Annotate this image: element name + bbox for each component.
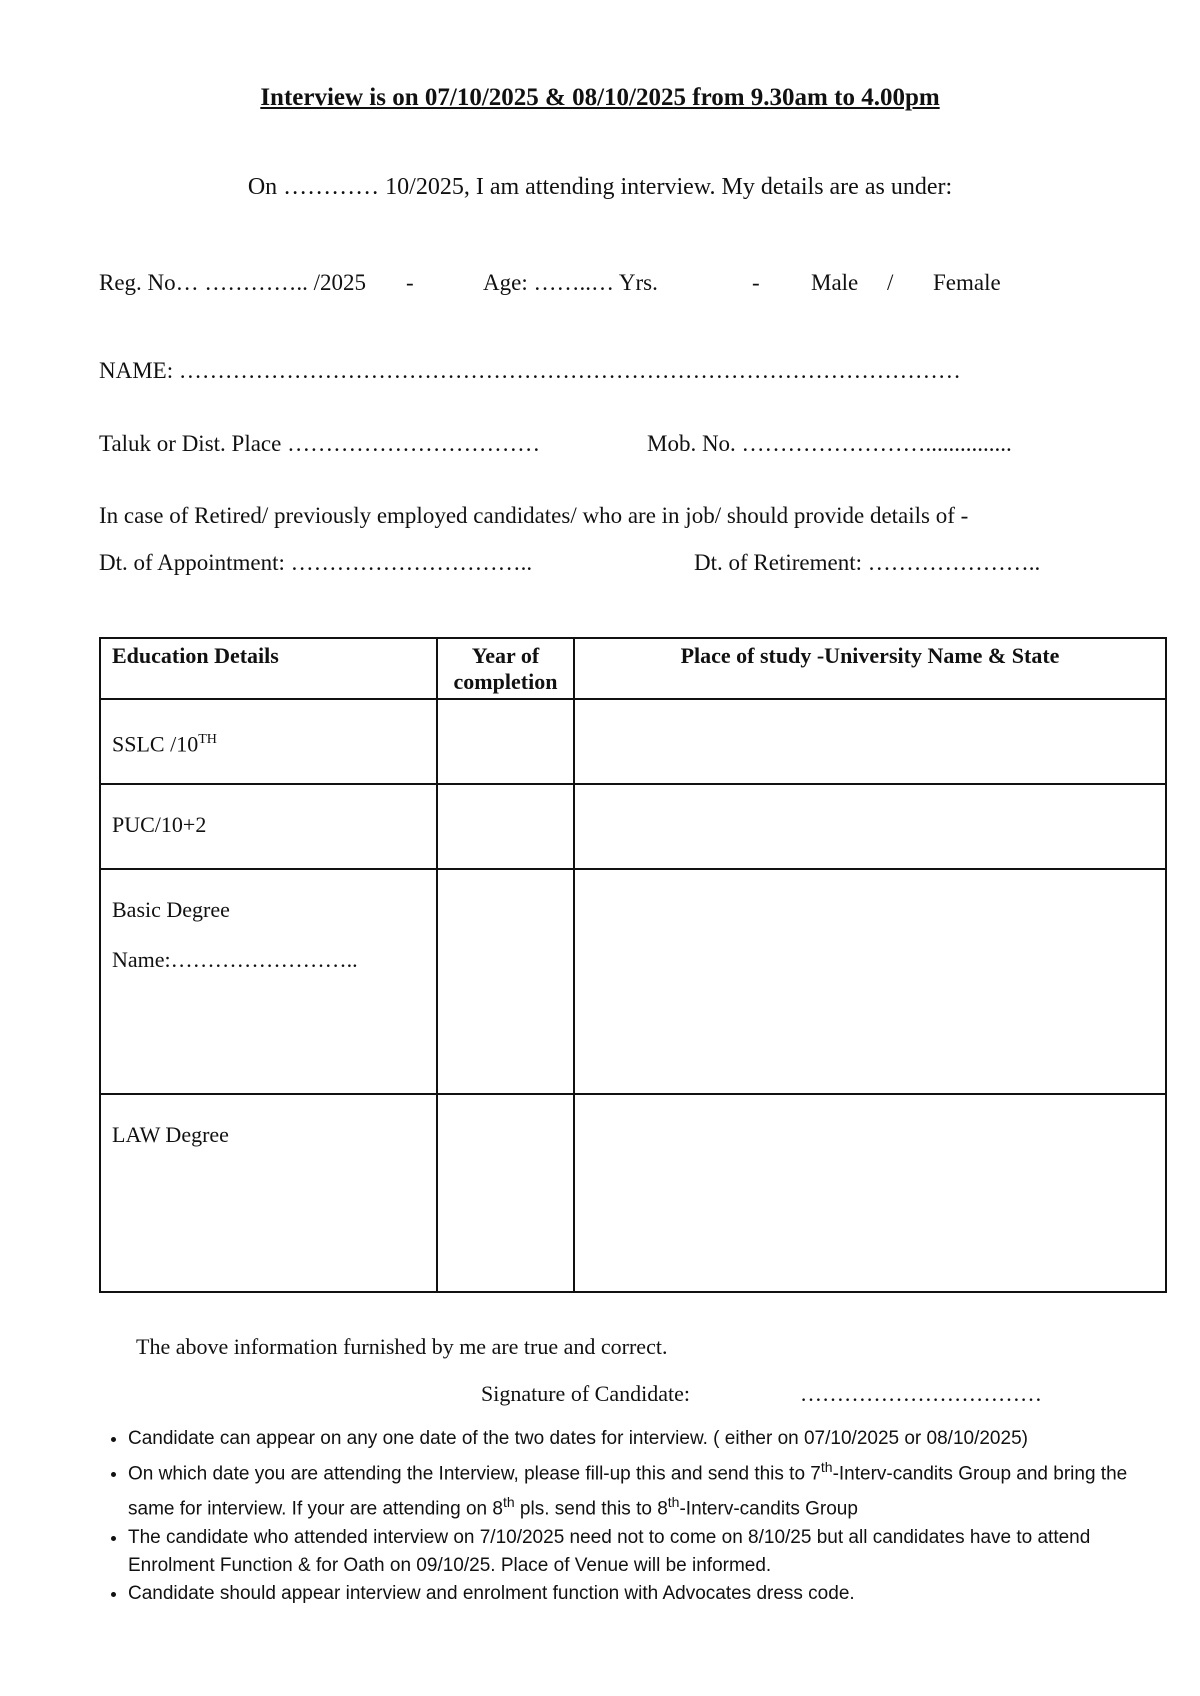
year-cell[interactable] [437, 699, 574, 784]
note-text: pls. send this to 8 [514, 1498, 668, 1520]
taluk-field[interactable]: Taluk or Dist. Place …………………………… [99, 431, 541, 456]
note-text: Candidate should appear interview and enrolment function with Advocates dress code. [128, 1582, 855, 1604]
name-field[interactable]: NAME: ………………………………………………………………………………………… [99, 358, 961, 383]
sslc-superscript: TH [198, 732, 217, 747]
note-text: -Interv-candits Group and bring the same for interview. If your are attending on 8 [128, 1463, 1128, 1520]
attending-line: On ………… 10/2025, I am attending interview. My details are as under: [247, 174, 953, 200]
table-row [100, 699, 1166, 784]
list-item [128, 1453, 1128, 1524]
note-text: The candidate who attended interview on 7/10/2025 need not to come on 8/10/25 but all candidates have to attend Enrolment Function & for Oath on 09/10/25. Place of Venue will be informed. [128, 1526, 1091, 1576]
row-label-puc [100, 784, 437, 869]
list-item [128, 1425, 1128, 1453]
signature-label: Signature of Candidate: [481, 1381, 690, 1406]
place-cell[interactable] [574, 784, 1166, 869]
table-row [100, 1094, 1166, 1292]
education-table [99, 637, 1167, 1293]
note-superscript: th [502, 1494, 515, 1511]
year-cell[interactable] [437, 784, 574, 869]
table-header-row [100, 638, 1166, 699]
table-row [100, 869, 1166, 1094]
note-superscript: th [667, 1494, 680, 1511]
gender-male-option[interactable]: Male [811, 270, 859, 295]
basic-degree-name-field[interactable]: Name:…………………….. [112, 947, 358, 972]
year-cell[interactable] [437, 1094, 574, 1292]
note-text: -Interv-candits Group [679, 1498, 858, 1520]
note-text: Candidate can appear on any one date of the two dates for interview. ( either on 07/10/2025 or 08/10/2025) [128, 1428, 1028, 1449]
table-row [100, 784, 1166, 869]
separator-dash: - [752, 270, 760, 295]
note-superscript: th [820, 1459, 833, 1475]
puc-label: PUC/10+2 [112, 812, 207, 837]
appointment-date-field[interactable]: Dt. of Appointment: ………………………….. [99, 550, 533, 575]
sslc-label: SSLC /10 [112, 731, 199, 757]
place-cell[interactable] [574, 1094, 1166, 1292]
retirement-date-field[interactable]: Dt. of Retirement: ………………….. [694, 550, 1041, 575]
column-header: Place of study -University Name & State [574, 638, 1166, 699]
list-item [128, 1524, 1128, 1580]
column-header: Year of completion [437, 638, 574, 699]
row-label-sslc [100, 699, 437, 784]
place-cell[interactable] [574, 699, 1166, 784]
retired-note: In case of Retired/ previously employed candidates/ who are in job/ should provide details of - [99, 503, 969, 528]
declaration-text: The above information furnished by me are true and correct. [136, 1334, 668, 1359]
page-title: Interview is on 07/10/2025 & 08/10/2025 from 9.30am to 4.00pm [260, 84, 940, 111]
mobile-field[interactable]: Mob. No. ……………………............... [647, 431, 1012, 456]
note-text: On which date you are attending the Interview, please fill-up this and send this to 7 [128, 1463, 821, 1485]
place-cell[interactable] [574, 869, 1166, 1094]
column-header: Education Details [100, 638, 437, 699]
basic-degree-label: Basic Degree [112, 897, 230, 922]
separator-dash: - [406, 270, 414, 295]
list-item [128, 1580, 1128, 1608]
row-label-law-degree [100, 1094, 437, 1292]
row-label-basic-degree [100, 869, 437, 1094]
gender-separator: / [887, 270, 894, 295]
reg-no-field[interactable]: Reg. No… ………….. /2025 [99, 270, 367, 295]
gender-female-option[interactable]: Female [933, 270, 1001, 295]
age-field[interactable]: Age: ……..… Yrs. [483, 270, 658, 295]
year-cell[interactable] [437, 869, 574, 1094]
law-degree-label: LAW Degree [112, 1122, 229, 1147]
signature-field[interactable]: …………………………… [800, 1381, 1042, 1406]
notes-list [100, 1425, 1128, 1608]
